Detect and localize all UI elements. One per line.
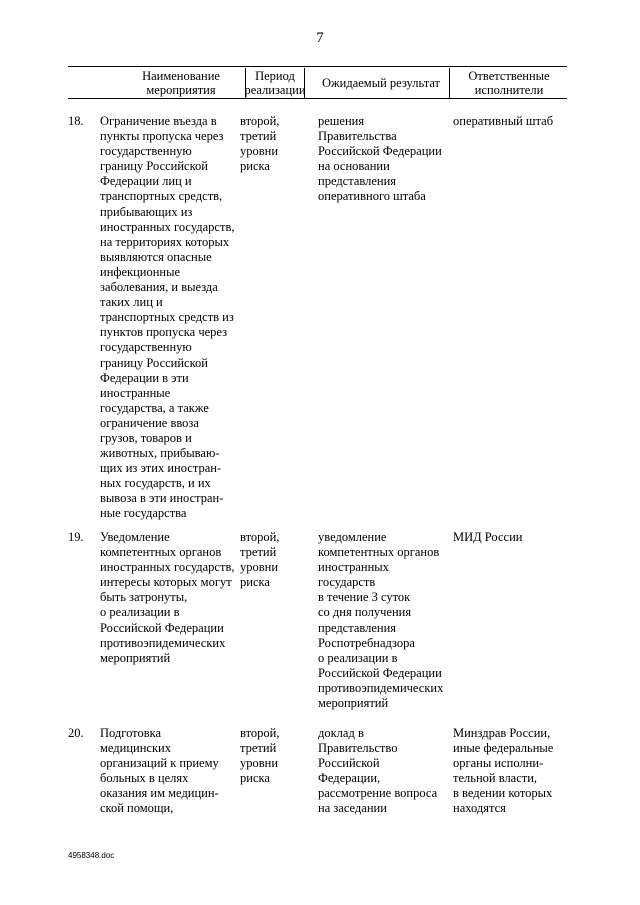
row-period: второй, третий уровни риска xyxy=(240,114,280,174)
table-top-rule xyxy=(68,66,567,67)
row-result: решения Правительства Российской Федерации на основании представления оперативного штаба xyxy=(318,114,442,204)
row-name: Ограничение въезда в пункты пропуска через государственную границу Российской Федерации лиц и транспортных средств, прибывающих из иностранных государств, на территориях которых выявляются опасные инфекционные заболевания, и выезда таких лиц и транспортных средств из пунктов пропуска через государственную границу Российской Федерации в эти иностранные государства, а также ограничение ввоза грузов, товаров и животных, прибываю- щих из этих иностран- ных государств, и их вывоза в эти иностран- ные государства xyxy=(100,114,235,521)
page-number: 7 xyxy=(316,30,324,46)
header-name: Наименование мероприятия xyxy=(142,69,220,97)
row-result: уведомление компетентных органов иностранных государств в течение 3 суток со дня получения представления Роспотребнадзора о реализации в Российской Федерации противоэпидемических мероприятий xyxy=(318,530,444,711)
row-period: второй, третий уровни риска xyxy=(240,726,280,786)
row-result: доклад в Правительство Российской Федерации, рассмотрение вопроса на заседании xyxy=(318,726,438,816)
table-header xyxy=(68,68,567,99)
row-number: 20. xyxy=(68,726,84,740)
row-responsible: оперативный штаб xyxy=(453,114,554,128)
header-responsible: Ответственные исполнители xyxy=(449,68,568,98)
row-responsible: Минздрав России, иные федеральные органы исполни- тельной власти, в ведении которых находятся xyxy=(453,726,554,816)
row-period: второй, третий уровни риска xyxy=(240,530,280,590)
row-name: Уведомление компетентных органов иностранных государств, интересы которых могут быть затронуты, о реализации в Российской Федерации противоэпидемических мероприятий xyxy=(100,530,235,665)
document-footer: 4958348.doc xyxy=(68,851,115,860)
row-number: 19. xyxy=(68,530,84,544)
header-result: Ожидаемый результат xyxy=(321,76,441,90)
header-period: Период реализации xyxy=(244,69,306,97)
row-number: 18. xyxy=(68,114,84,128)
row-responsible: МИД России xyxy=(453,530,523,544)
row-name: Подготовка медицинских организаций к приему больных в целях оказания им медицин- ской помощи, xyxy=(100,726,219,816)
